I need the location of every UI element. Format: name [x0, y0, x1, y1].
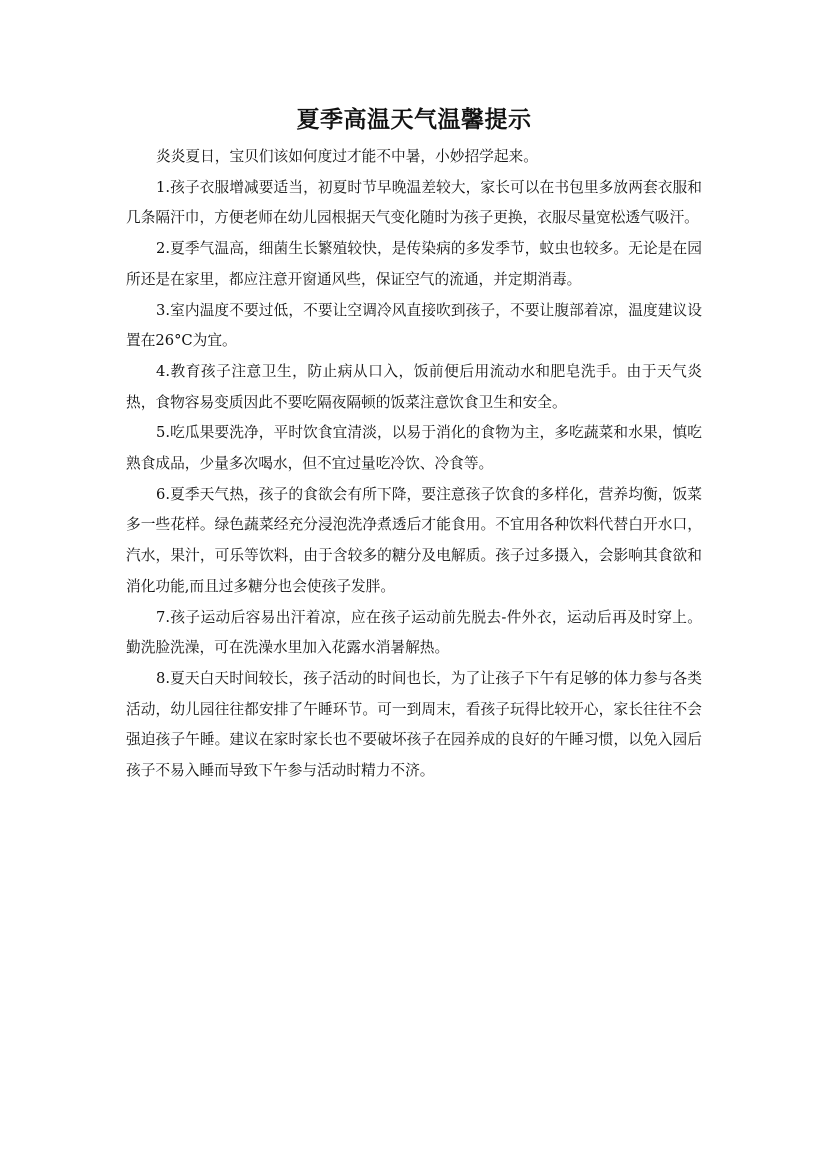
tip-paragraph-3: 3.室内温度不要过低，不要让空调冷风直接吹到孩子，不要让腹部着凉，温度建议设置在26°C为宜。	[126, 301, 702, 350]
tip-paragraph-4: 4.教育孩子注意卫生，防止病从口入，饭前便后用流动水和肥皂洗手。由于天气炎热，食物容易变质因此不要吃隔夜隔顿的饭菜注意饮食卫生和安全。	[126, 362, 702, 411]
tip-paragraph-5: 5.吃瓜果要洗净，平时饮食宜清淡，以易于消化的食物为主，多吃蔬菜和水果，慎吃熟食成品，少量多次喝水，但不宜过量吃冷饮、冷食等。	[126, 424, 702, 473]
document-title: 夏季高温天气温馨提示	[296, 107, 532, 133]
tip-paragraph-1: 1.孩子衣服增减要适当，初夏时节早晚温差较大，家长可以在书包里多放两套衣服和几条隔汗巾，方便老师在幼儿园根据天气变化随时为孩子更换，衣服尽量宽松透气吸汗。	[126, 178, 702, 227]
tip-paragraph-2: 2.夏季气温高，细菌生长繁殖较快，是传染病的多发季节，蚊虫也较多。无论是在园所还是在家里，都应注意开窗通风些，保证空气的流通，并定期消毒。	[126, 240, 702, 288]
tip-paragraph-8: 8.夏天白天时间较长，孩子活动的时间也长，为了让孩子下午有足够的体力参与各类活动，幼儿园往往都安排了午睡环节。可一到周末，看孩子玩得比较开心，家长往往不会强迫孩子午睡。建议在家时家长也不要破坏孩子在园养成的良好的午睡习惯，以免入园后孩子不易入睡而导致下午参与活动时精力不济。	[126, 669, 702, 780]
tip-paragraph-7: 7.孩子运动后容易出汗着凉，应在孩子运动前先脱去-件外衣，运动后再及时穿上。勤洗脸洗澡，可在洗澡水里加入花露水消暑解热。	[126, 608, 702, 657]
intro-paragraph: 炎炎夏日，宝贝们该如何度过才能不中暑，小妙招学起来。	[156, 148, 538, 165]
document-page	[126, 104, 702, 787]
tip-paragraph-6: 6.夏季天气热，孩子的食欲会有所下降，要注意孩子饮食的多样化，营养均衡，饭菜多一些花样。绿色蔬菜经充分浸泡洗净煮透后才能食用。不宜用各种饮料代替白开水口，汽水，果汁，可乐等饮料，由于含较多的糖分及电解质。孩子过多摄入，会影响其食欲和消化功能,而且过多糖分也会使孩子发胖。	[126, 485, 702, 595]
